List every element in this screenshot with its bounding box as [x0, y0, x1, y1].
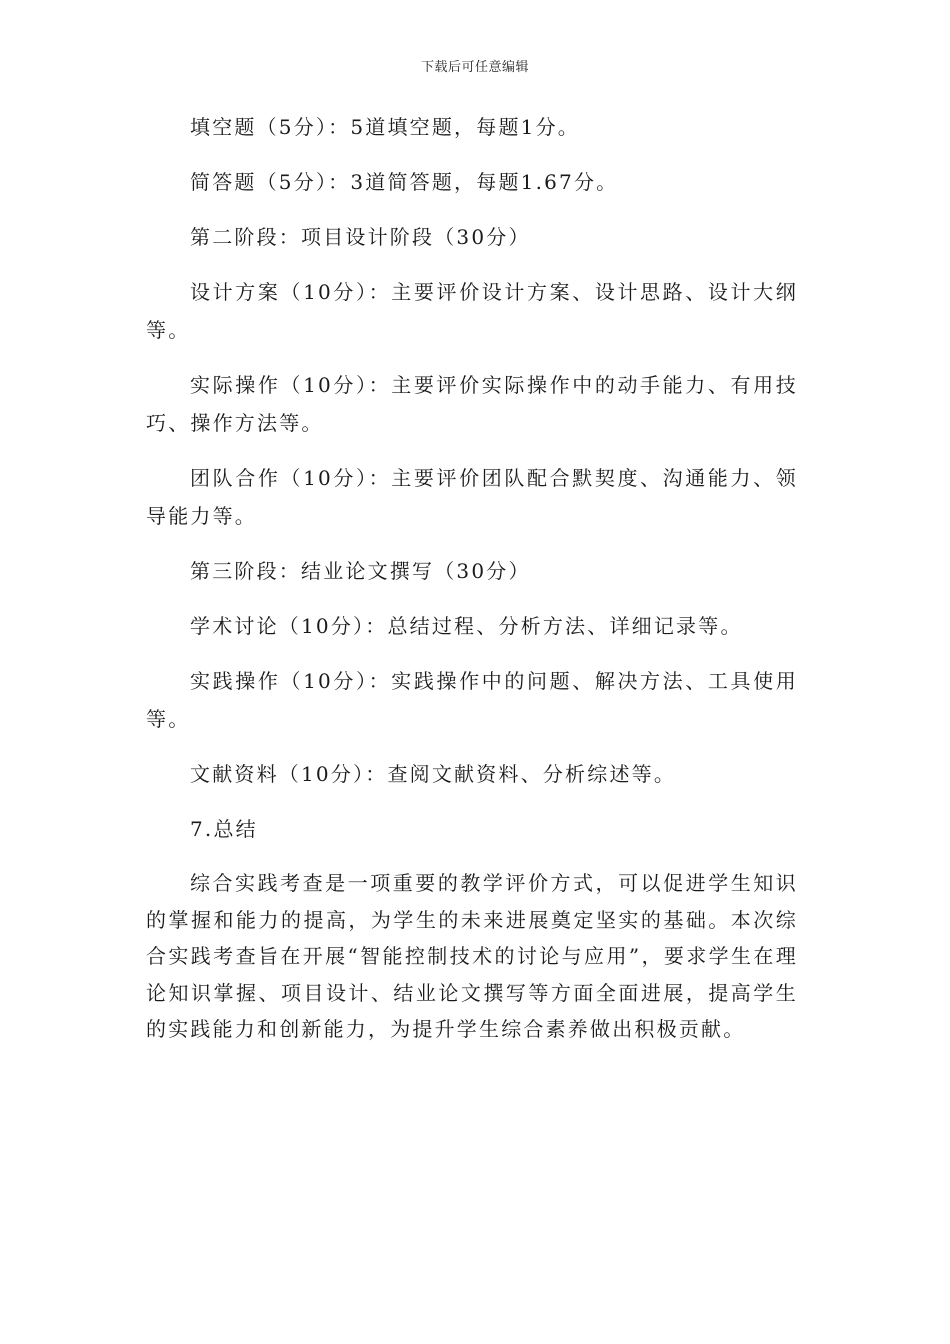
paragraph-stage-two-heading: 第二阶段：项目设计阶段（30分） — [190, 225, 531, 249]
paragraph-fill-in-blank: 填空题（5分）：5道填空题，每题1分。 — [190, 115, 580, 139]
section-heading-summary: 7.总结 — [190, 817, 258, 841]
paragraph-practical-operation: 实际操作（10分）：主要评价实际操作中的动手能力、有用技巧、操作方法等。 — [146, 373, 798, 435]
paragraph-practice-operation: 实践操作（10分）：实践操作中的问题、解决方法、工具使用等。 — [146, 669, 798, 731]
paragraph-literature: 文献资料（10分）：查阅文献资料、分析综述等。 — [190, 762, 677, 786]
paragraph-academic-discussion: 学术讨论（10分）：总结过程、分析方法、详细记录等。 — [190, 614, 743, 638]
download-note: 下载后可任意编辑 — [420, 60, 529, 75]
document-body — [146, 108, 798, 1048]
paragraph-short-answer: 简答题（5分）：3道简答题，每题1.67分。 — [190, 170, 619, 194]
paragraph-design-plan: 设计方案（10分）：主要评价设计方案、设计思路、设计大纲等。 — [146, 280, 798, 342]
paragraph-summary: 综合实践考查是一项重要的教学评价方式，可以促进学生知识的掌握和能力的提高，为学生的未来进展奠定坚实的基础。本次综合实践考查旨在开展“智能控制技术的讨论与应用”，要求学生在理论知识掌握、项目设计、结业论文撰写等方面全面进展，提高学生的实践能力和创新能力，为提升学生综合素养做出积极贡献。 — [146, 871, 798, 1041]
paragraph-teamwork: 团队合作（10分）：主要评价团队配合默契度、沟通能力、领导能力等。 — [146, 466, 798, 528]
paragraph-stage-three-heading: 第三阶段：结业论文撰写（30分） — [190, 559, 531, 583]
